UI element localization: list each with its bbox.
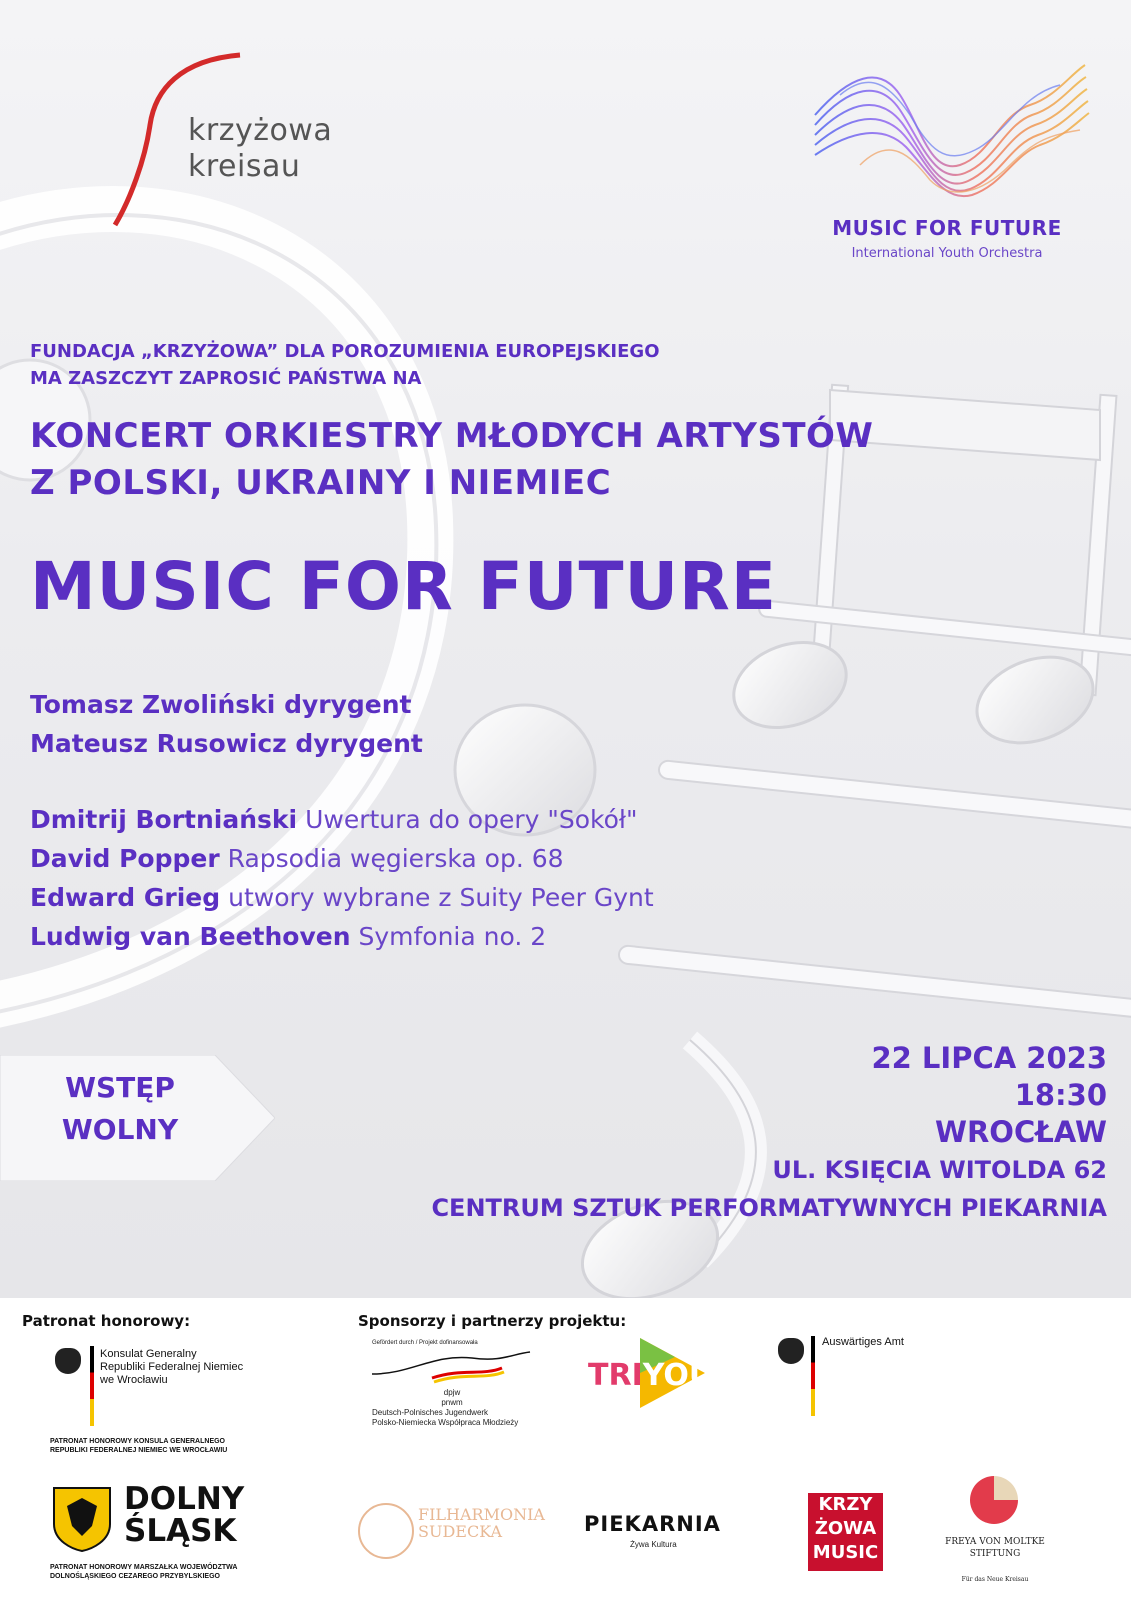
event-city: WROCŁAW	[934, 1115, 1107, 1149]
triyou-logo	[588, 1358, 713, 1393]
filharmonia-emblem-icon	[358, 1503, 414, 1559]
filharmonia-line2: SUDECKA	[418, 1522, 503, 1541]
sound-wave-logo-icon	[810, 55, 1090, 205]
event-venue: CENTRUM SZTUK PERFORMATYWNYCH PIEKARNIA	[431, 1194, 1107, 1222]
german-flag-bar	[811, 1336, 815, 1416]
mff-logo-subtitle: International Youth Orchestra	[851, 246, 1043, 261]
program-item	[30, 800, 638, 839]
event-street: UL. KSIĘCIA WITOLDA 62	[772, 1156, 1107, 1184]
dpjw-logo	[372, 1338, 532, 1428]
piekarnia-name: PIEKARNIA	[584, 1512, 721, 1536]
dolny-slask-line1: DOLNY	[124, 1481, 245, 1517]
krzyzowa-logo-line2: kreisau	[188, 149, 301, 184]
dolny-slask-line2: ŚLĄSK	[124, 1513, 237, 1549]
freya-logo	[935, 1536, 1055, 1586]
consulate-note	[50, 1437, 227, 1455]
program-composer: Dmitrij Bortniański	[30, 805, 298, 834]
headline-line1: KONCERT ORKIESTRY MŁODYCH ARTYSTÓW	[30, 416, 874, 456]
dpjw-line2: Polsko-Niemiecka Współpraca Młodzieży	[372, 1418, 519, 1427]
program-composer: David Popper	[30, 844, 220, 873]
program-work: Uwertura do opery "Sokół"	[305, 805, 638, 834]
program-item	[30, 878, 654, 917]
german-eagle-icon	[55, 1348, 81, 1374]
sponsors-footer	[0, 1298, 1131, 1600]
triyou-part2: YOU	[642, 1358, 714, 1393]
piekarnia-tagline: Żywa Kultura	[630, 1540, 677, 1549]
program-item	[30, 917, 546, 956]
invite-line2: MA ZASZCZYT ZAPROSIĆ PAŃSTWA NA	[30, 368, 422, 389]
dpjw-mark1: dpjw	[443, 1388, 461, 1397]
freya-line2: STIFTUNG	[969, 1549, 1021, 1559]
dolny-slask-crest-icon	[52, 1486, 112, 1552]
sponsors-label: Sponsorzy i partnerzy projektu:	[358, 1312, 627, 1330]
event-time: 18:30	[1014, 1078, 1107, 1112]
dpjw-line1: Deutsch-Polnisches Jugendwerk	[372, 1408, 489, 1417]
krzyzowa-music-line1: KRZY	[818, 1494, 873, 1515]
program-work: Rapsodia węgierska op. 68	[227, 844, 564, 873]
auswaertiges-amt-label: Auswärtiges Amt	[822, 1336, 904, 1348]
krzyzowa-music-line3: MUSIC	[812, 1542, 879, 1563]
dpjw-mark2: pnwm	[441, 1398, 463, 1407]
event-date: 22 LIPCA 2023	[871, 1041, 1107, 1075]
german-eagle-icon	[778, 1338, 804, 1364]
conductor-2: Mateusz Rusowicz dyrygent	[30, 729, 423, 758]
triyou-part1: TRI	[588, 1358, 643, 1393]
program-work: utwory wybrane z Suity Peer Gynt	[228, 883, 654, 912]
german-flag-bar	[90, 1346, 94, 1426]
consulate-note2: REPUBLIKI FEDERALNEJ NIEMIEC WE WROCŁAWIU	[50, 1447, 228, 1454]
patronage-label: Patronat honorowy:	[22, 1312, 191, 1330]
program-composer: Ludwig van Beethoven	[30, 922, 351, 951]
dolny-slask-note1: PATRONAT HONOROWY MARSZAŁKA WOJEWÓDZTWA	[50, 1564, 238, 1571]
consulate-line3: we Wrocławiu	[100, 1374, 168, 1386]
free-entry-label	[0, 1067, 240, 1151]
consulate-note1: PATRONAT HONOROWY KONSULA GENERALNEGO	[50, 1438, 225, 1445]
program-composer: Edward Grieg	[30, 883, 221, 912]
freya-cross-icon	[968, 1474, 1020, 1526]
consulate-line2: Republiki Federalnej Niemiec	[100, 1361, 244, 1373]
dpjw-top: Gefördert durch / Projekt dofinansowała	[372, 1340, 478, 1346]
conductor-1: Tomasz Zwoliński dyrygent	[30, 690, 412, 719]
free-entry-line1: WSTĘP	[65, 1071, 175, 1104]
program-item	[30, 839, 564, 878]
event-title: MUSIC FOR FUTURE	[30, 548, 777, 625]
headline-line2: Z POLSKI, UKRAINY I NIEMIEC	[30, 463, 612, 503]
free-entry-line2: WOLNY	[61, 1113, 179, 1146]
event-details	[431, 1040, 1107, 1227]
dpjw-swoosh-icon	[372, 1348, 532, 1384]
dolny-slask-note	[50, 1563, 237, 1581]
krzyzowa-logo-line1: krzyżowa	[188, 113, 333, 148]
invite-line1: FUNDACJA „KRZYŻOWA” DLA POROZUMIENIA EUROPEJSKIEGO	[30, 341, 660, 362]
filharmonia-logo	[418, 1506, 545, 1540]
dolny-slask-logo	[124, 1483, 244, 1547]
consulate-logo	[100, 1348, 243, 1387]
freya-line3: Für das Neue Kreisau	[961, 1576, 1029, 1583]
freya-line1: FREYA VON MOLTKE	[945, 1537, 1045, 1547]
mff-logo-title: MUSIC FOR FUTURE	[832, 216, 1062, 240]
dolny-slask-note2: DOLNOŚLĄSKIEGO CEZAREGO PRZYBYLSKIEGO	[50, 1573, 220, 1580]
program-work: Symfonia no. 2	[358, 922, 547, 951]
krzyzowa-music-line2: ŻOWA	[814, 1518, 877, 1539]
filharmonia-line1: FILHARMONIA	[418, 1505, 545, 1524]
consulate-line1: Konsulat Generalny	[100, 1348, 197, 1360]
krzyzowa-music-logo	[808, 1493, 883, 1571]
